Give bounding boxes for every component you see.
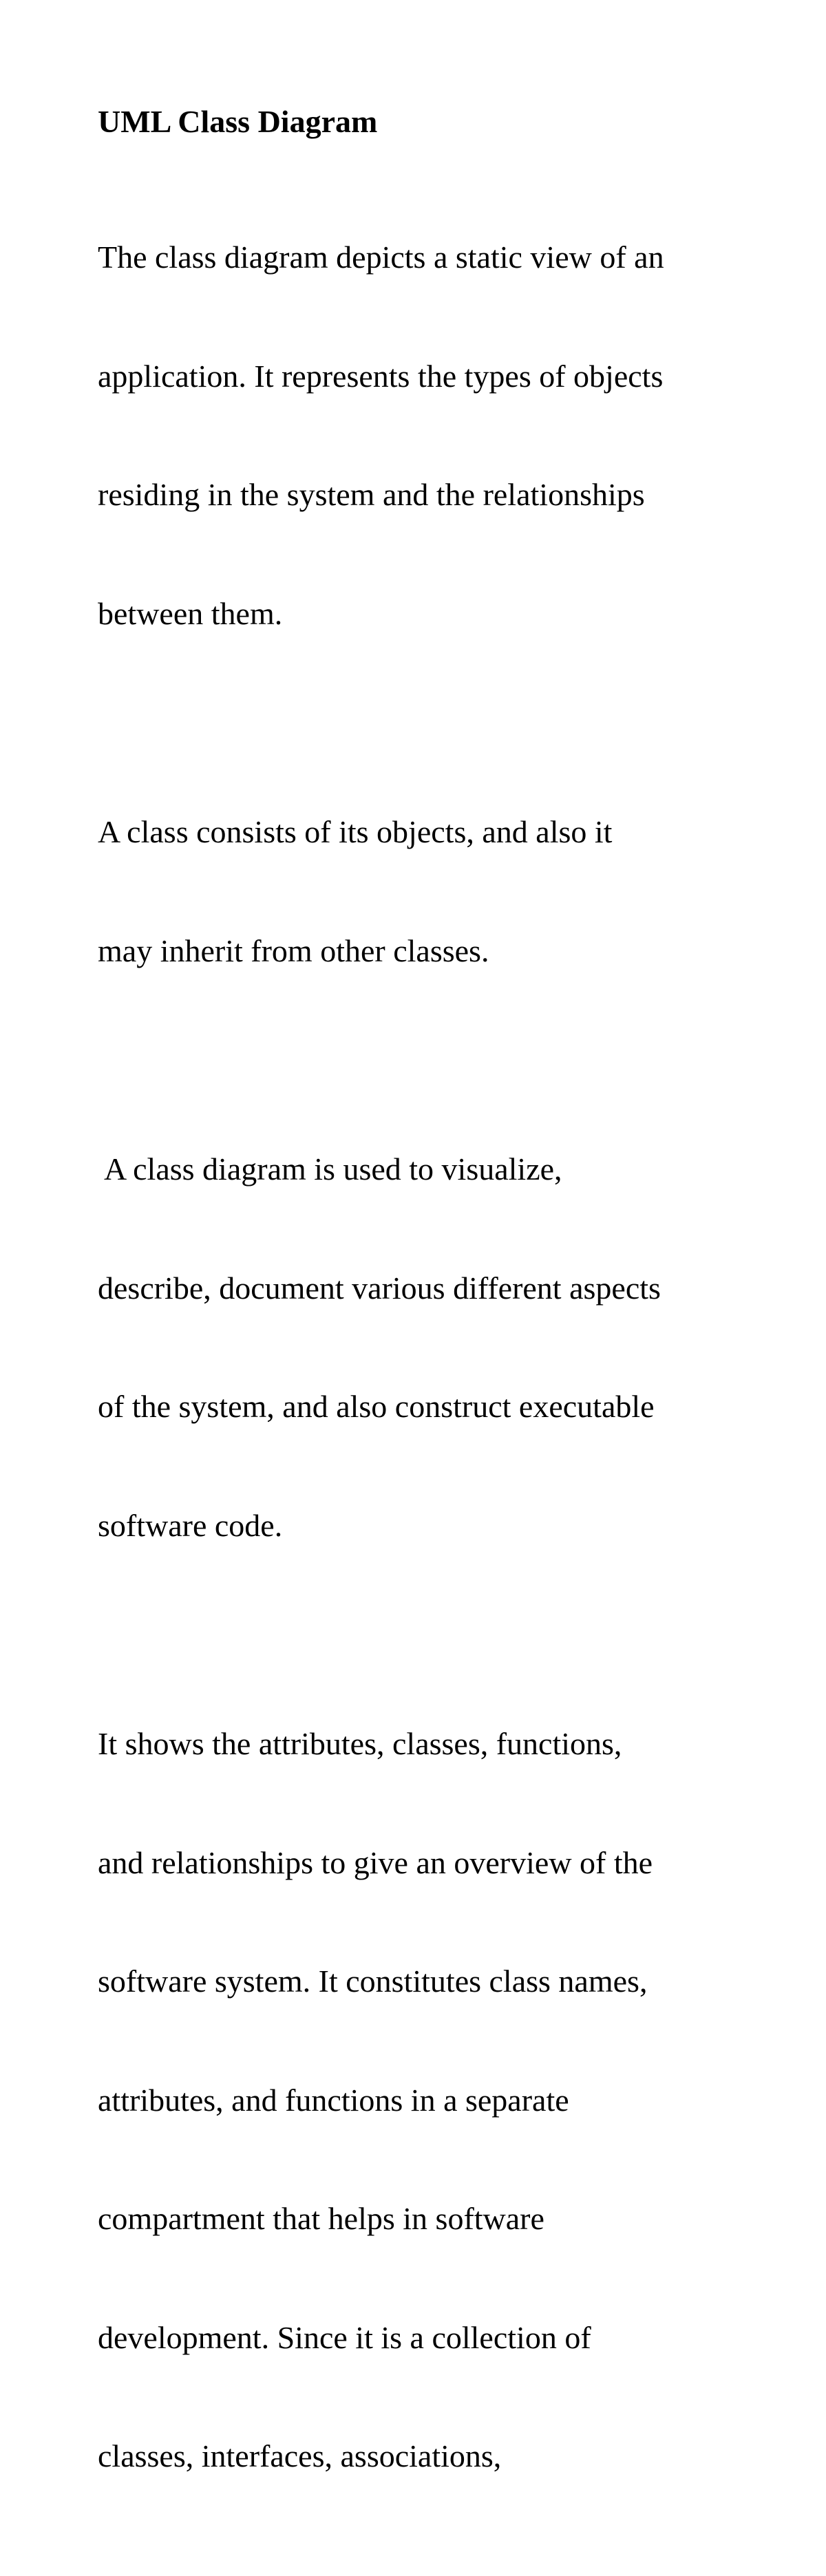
document-body [98, 102, 745, 2576]
paragraph-line: It shows the attributes, classes, functions, [98, 1726, 622, 1761]
paragraph-line: compartment that helps in software [98, 2201, 544, 2236]
paragraph-line: classes, interfaces, associations, [98, 2438, 502, 2473]
paragraph-line: software code. [98, 1507, 283, 1543]
paragraph-line: and relationships to give an overview of the [98, 1844, 653, 1880]
paragraph-line: of the system, and also construct executable [98, 1389, 655, 1424]
paragraph-line: A class diagram is used to visualize, [98, 1151, 562, 1186]
paragraph-purpose [98, 1070, 745, 1624]
paragraph-line: development. Since it is a collection of [98, 2319, 591, 2355]
paragraph-line: The class diagram depicts a static view of an [98, 239, 664, 275]
paragraph-line: describe, document various different aspects [98, 1270, 661, 1306]
paragraph-line: application. It represents the types of objects [98, 358, 664, 394]
paragraph-line: residing in the system and the relationships [98, 477, 645, 512]
paragraph-line: A class consists of its objects, and also it [98, 814, 613, 849]
paragraph-line: may inherit from other classes. [98, 933, 489, 968]
paragraph-line: between them. [98, 595, 283, 631]
document-title: UML Class Diagram [98, 104, 378, 139]
paragraph-line: attributes, and functions in a separate [98, 2082, 569, 2118]
paragraph-class-definition [98, 733, 745, 1050]
paragraph-intro [98, 158, 745, 712]
paragraph-overview [98, 1645, 745, 2555]
paragraph-line: software system. It constitutes class names, [98, 1963, 648, 1999]
